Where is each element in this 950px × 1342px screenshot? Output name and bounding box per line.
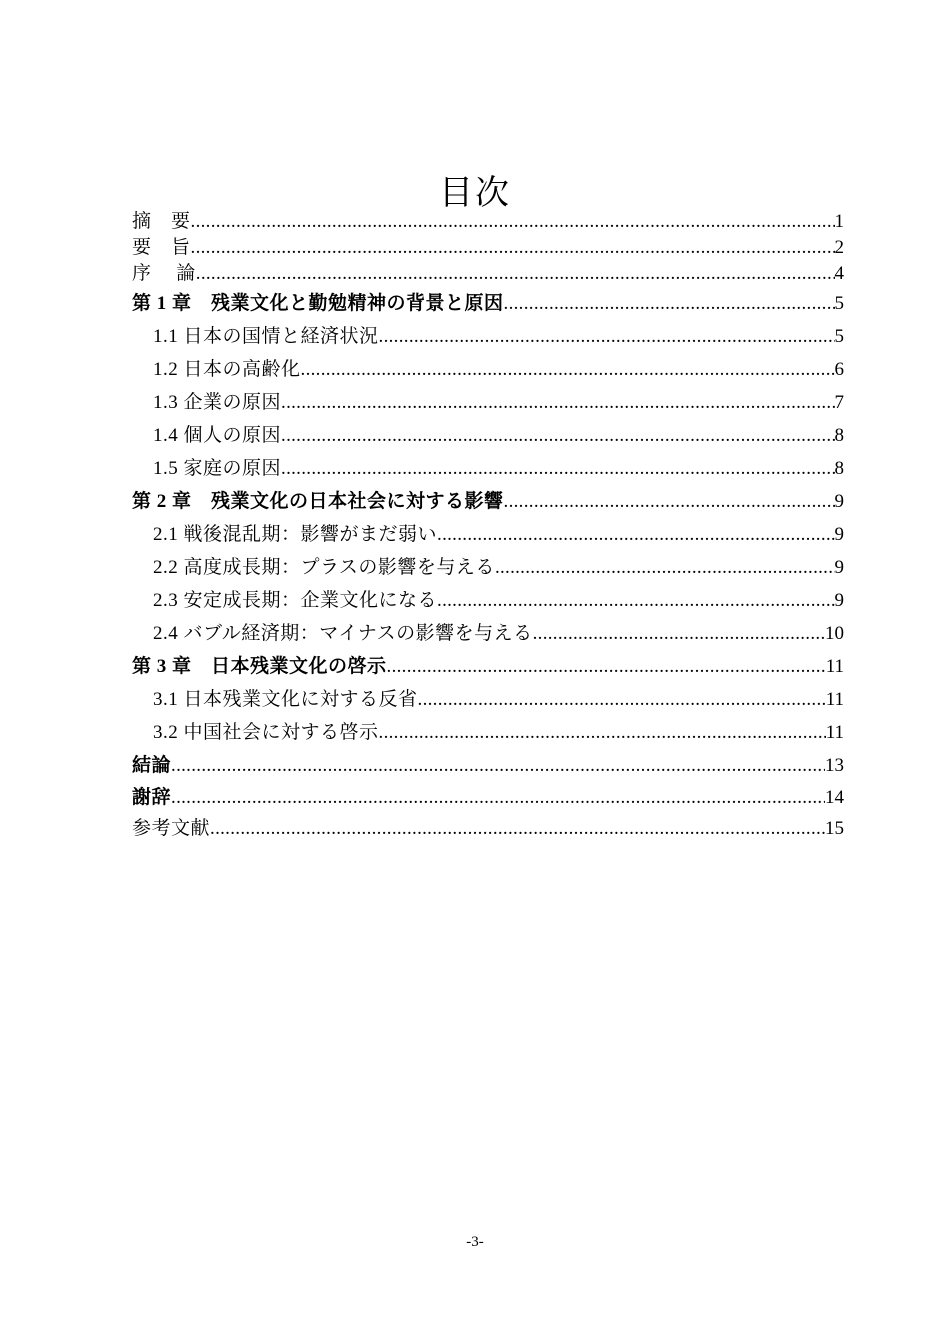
toc-entry-page: 6 xyxy=(834,359,844,380)
toc-entry-label: 序 論 xyxy=(132,263,196,284)
toc-dot-leader xyxy=(437,584,834,617)
toc-entry-page: 13 xyxy=(825,755,844,776)
toc-dot-leader xyxy=(196,261,835,287)
toc-dot-leader xyxy=(281,419,834,452)
toc-entry-introduction[interactable] xyxy=(132,261,844,287)
toc-entry-chapter-3[interactable] xyxy=(132,650,844,683)
toc-dot-leader xyxy=(301,353,835,386)
toc-entry-label: 3.2 中国社会に対する啓示 xyxy=(153,722,379,743)
toc-entry-page: 10 xyxy=(825,623,844,644)
toc-dot-leader xyxy=(191,235,835,261)
toc-dot-leader xyxy=(504,287,835,320)
toc-entry-section-2-1[interactable] xyxy=(132,518,844,551)
toc-entry-chapter-1[interactable] xyxy=(132,287,844,320)
toc-entry-label: 1.5 家庭の原因 xyxy=(153,458,282,479)
toc-dot-leader xyxy=(210,813,825,844)
toc-entry-label: 要 旨 xyxy=(132,237,191,258)
toc-entry-label: 2.4 バブル経済期：マイナスの影響を与える xyxy=(153,623,533,644)
toc-entry-chapter-2[interactable] xyxy=(132,485,844,518)
toc-entry-section-1-2[interactable] xyxy=(132,353,844,386)
toc-entry-label: 2.2 高度成長期：プラスの影響を与える xyxy=(153,557,495,578)
toc-entry-page: 2 xyxy=(834,237,844,258)
toc-entry-page: 15 xyxy=(825,818,844,839)
toc-entry-section-1-5[interactable] xyxy=(132,452,844,485)
toc-entry-label: 1.2 日本の高齢化 xyxy=(153,359,301,380)
toc-entry-section-1-3[interactable] xyxy=(132,386,844,419)
toc-entry-abstract-jp[interactable] xyxy=(132,235,844,261)
toc-entry-section-1-1[interactable] xyxy=(132,320,844,353)
toc-entry-label: 1.3 企業の原因 xyxy=(153,392,282,413)
toc-dot-leader xyxy=(379,320,835,353)
toc-dot-leader xyxy=(281,452,834,485)
toc-title: 目次 xyxy=(439,174,511,212)
toc-entry-page: 9 xyxy=(834,524,844,545)
toc-dot-leader xyxy=(387,650,826,683)
toc-dot-leader xyxy=(418,683,826,716)
toc-entry-page: 11 xyxy=(825,722,844,743)
toc-dot-leader xyxy=(379,716,826,749)
toc-entry-page: 9 xyxy=(834,590,844,611)
toc-dot-leader xyxy=(171,749,825,782)
toc-entry-conclusion[interactable] xyxy=(132,749,844,782)
toc-dot-leader xyxy=(171,782,825,813)
toc-entry-page: 9 xyxy=(834,557,844,578)
toc-dot-leader xyxy=(504,485,835,518)
toc-entry-page: 5 xyxy=(834,293,844,314)
toc-entry-page: 14 xyxy=(825,787,844,808)
toc-entry-page: 11 xyxy=(825,656,844,677)
toc-entry-label: 結論 xyxy=(132,755,172,776)
toc-entry-page: 9 xyxy=(834,491,844,512)
toc-entry-label: 第 1 章 残業文化と勤勉精神の背景と原因 xyxy=(132,293,504,314)
toc-dot-leader xyxy=(533,617,825,650)
toc-dot-leader xyxy=(281,386,834,419)
toc-entry-page: 5 xyxy=(834,326,844,347)
toc-entry-label: 摘 要 xyxy=(132,211,191,232)
toc-entry-label: 参考文献 xyxy=(132,818,211,839)
toc-entry-section-1-4[interactable] xyxy=(132,419,844,452)
table-of-contents xyxy=(132,209,844,844)
toc-dot-leader xyxy=(437,518,834,551)
toc-entry-references[interactable] xyxy=(132,813,844,844)
toc-dot-leader xyxy=(495,551,835,584)
toc-dot-leader xyxy=(191,209,835,235)
toc-entry-label: 1.4 個人の原因 xyxy=(153,425,282,446)
toc-entry-label: 第 3 章 日本残業文化の啓示 xyxy=(132,656,387,677)
toc-entry-label: 2.3 安定成長期：企業文化になる xyxy=(153,590,438,611)
toc-entry-section-3-2[interactable] xyxy=(132,716,844,749)
toc-entry-section-2-4[interactable] xyxy=(132,617,844,650)
toc-entry-page: 7 xyxy=(834,392,844,413)
toc-entry-label: 2.1 戦後混乱期：影響がまだ弱い xyxy=(153,524,438,545)
toc-entry-label: 第 2 章 残業文化の日本社会に対する影響 xyxy=(132,491,504,512)
toc-entry-page: 8 xyxy=(834,458,844,479)
toc-entry-section-3-1[interactable] xyxy=(132,683,844,716)
toc-entry-page: 8 xyxy=(834,425,844,446)
toc-entry-page: 11 xyxy=(825,689,844,710)
page-number: -3- xyxy=(466,1234,484,1250)
toc-entry-section-2-2[interactable] xyxy=(132,551,844,584)
toc-entry-label: 1.1 日本の国情と経済状況 xyxy=(153,326,379,347)
toc-entry-label: 謝辞 xyxy=(132,787,172,808)
toc-entry-abstract-cn[interactable] xyxy=(132,209,844,235)
toc-entry-section-2-3[interactable] xyxy=(132,584,844,617)
toc-entry-label: 3.1 日本残業文化に対する反省 xyxy=(153,689,418,710)
toc-entry-page: 4 xyxy=(834,263,844,284)
toc-entry-acknowledgements[interactable] xyxy=(132,782,844,813)
toc-entry-page: 1 xyxy=(834,211,844,232)
